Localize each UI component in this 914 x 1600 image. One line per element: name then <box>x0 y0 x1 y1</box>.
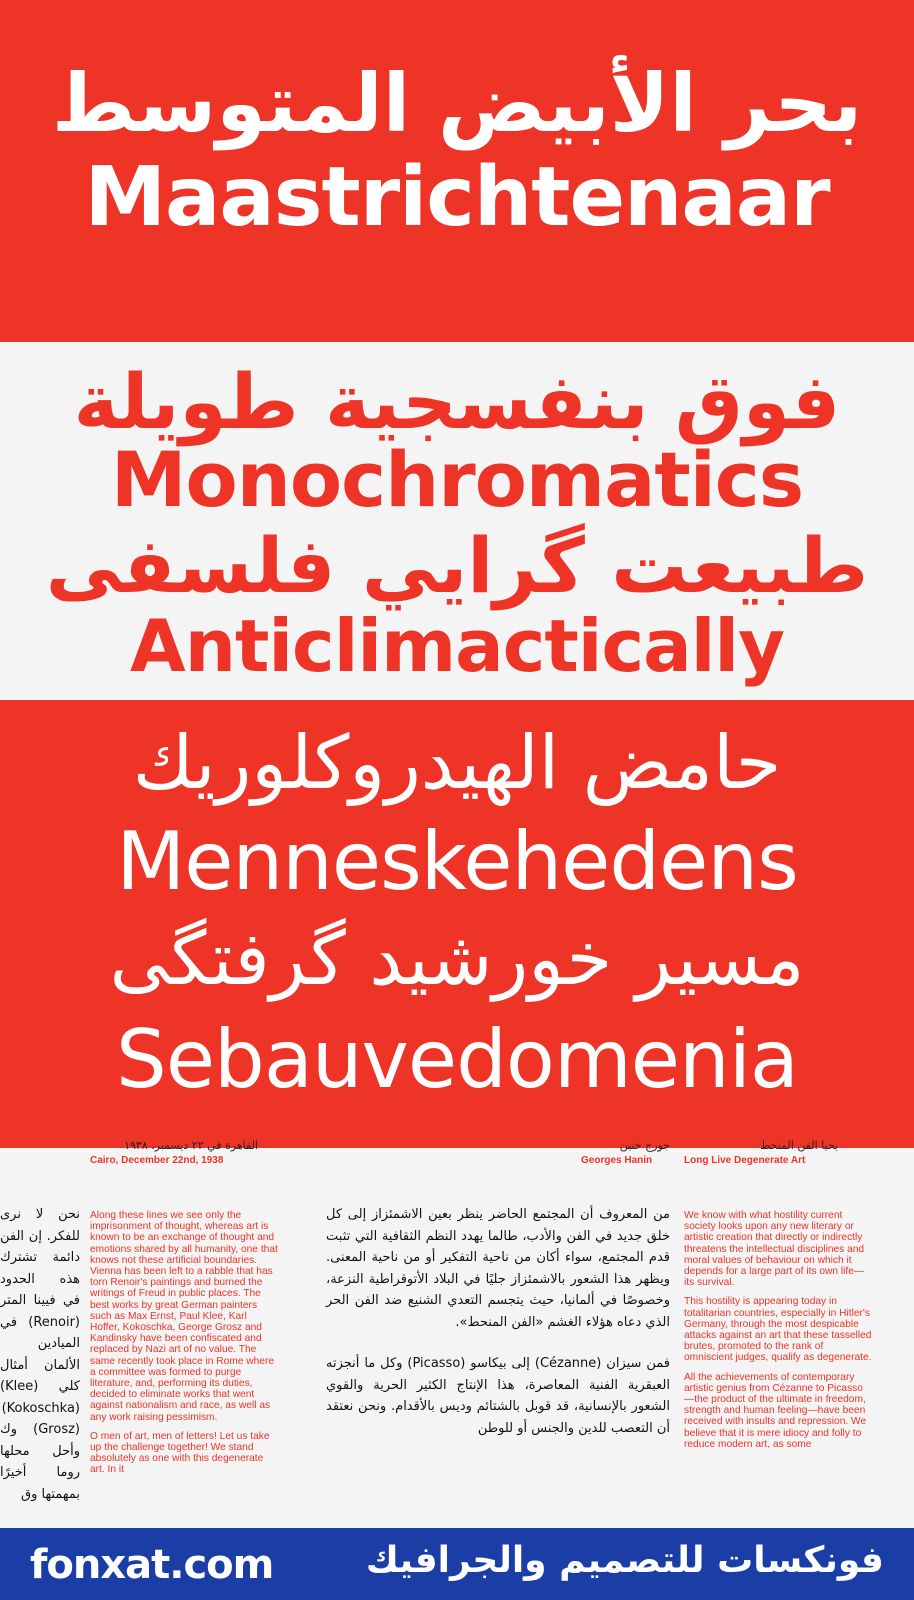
doc-title-en: Long Live Degenerate Art <box>684 1155 806 1166</box>
doc-author-ar: جورج حنين <box>619 1139 670 1152</box>
doc-column-ar-right <box>326 1204 670 1459</box>
paragraph: This hostility is appearing today in totalitarian countries, especially in Hitler's Germany, through the most despicable attacks against an art that these tasselled brutes, promoted to the rank of omniscient judges, qualify as degenerate. <box>684 1296 872 1364</box>
arabic-sample-2: فوق بنفسجية طويلة <box>73 357 841 446</box>
latin-sample-1: Maastrichtenaar <box>84 150 830 245</box>
doc-author-en: Georges Hanin <box>581 1155 653 1166</box>
arabic-sample-5: مسير خورشيد گرفتگى <box>109 916 805 1002</box>
doc-column-en-right <box>684 1210 872 1458</box>
paragraph: We know with what hostility current society looks upon any new literary or artistic creation that directly or indirectly threatens the intellectual disciplines and moral values of behaviour on which it depends for a large part of its own life—its survival. <box>684 1210 865 1289</box>
hero-band-2 <box>0 342 914 700</box>
latin-sample-3: Anticlimactically <box>129 604 785 688</box>
paragraph: نحن لا نرى للفكر. إن الفن دائمة تشترك هذه الحدود في فيينا المتر (Renoir) في الميادين الألمان أمثال كلي (Klee) (Kokoschka) (Grosz) وك وأحل محلها روما أخيرًا بمهمتها وق <box>0 1207 80 1502</box>
paragraph: فمن سيزان (Cézanne) إلى بيكاسو (Picasso) وكل ما أنجزته العبقرية الفنية المعاصرة، هذا الإنتاج الكثير الحرية والقوي الشعور بالإنسانية، قد قوبل بالشتائم وديس بالأقدام. ونحن نعتقد أن التعصب للدين والجنس أو للوطن <box>326 1356 670 1436</box>
doc-title-ar: يحيا الفن المنحط <box>760 1139 838 1152</box>
hero-band-3 <box>0 700 914 1148</box>
site-link[interactable]: fonxat.com <box>30 1542 274 1588</box>
latin-sample-5: Sebauvedomenia <box>116 1013 798 1106</box>
doc-place-en: Cairo, December 22nd, 1938 <box>90 1155 224 1166</box>
arabic-sample-4: حامض الهيدروكلوريك <box>132 720 782 806</box>
doc-column-ar-left <box>0 1204 80 1525</box>
paragraph: Along these lines we see only the imprisonment of thought, whereas art is known to be an exchange of thought and emotions shared by all humanity, one that knows not these artificial boundaries. Vienna has been left to a rabble that has torn Renoir's paintings and burned the writings of Freud in public places. The best works by great German painters such as Max Ernst, Paul Klee, Karl Hoffer, Kokoschka, George Grosz and Kandinsky have been confiscated and replaced by Nazi art of no value. The same recently took place in Rome where a committee was formed to purge literature, and, performing its duties, decided to eliminate works that went against nationalism and race, as well as any work raising pessimism. <box>90 1210 278 1423</box>
paragraph: All the achievements of contemporary artistic genius from Cézanne to Picasso—the product of the ultimate in freedom, strength and human feeling—have been received with insults and repression. We believe that it is mere idiocy and folly to reduce modern art, as some <box>684 1371 867 1450</box>
footer-bar <box>0 1528 914 1600</box>
latin-sample-4: Menneskehedens <box>116 815 798 908</box>
brand-logo-text: فونكسات للتصميم والجرافيك <box>365 1540 884 1581</box>
latin-sample-2: Monochromatics <box>110 435 804 524</box>
text-specimen <box>0 1139 914 1528</box>
arabic-sample-1: بحر الأبيض المتوسط <box>51 57 863 150</box>
paragraph: من المعروف أن المجتمع الحاضر ينظر بعين الاشمئزاز إلى كل خلق جديد في الفن والأدب، طالما يهدد النظم الثقافية التي تثبت قدم المجتمع، سواء أكان من ناحية التفكير أو من ناحية المعنى. ويظهر هذا الشعور بالاشمئزاز جليًا في البلاد الأتوقراطية النزعة، وخصوصًا في ألمانيا، حيث يتجسم التعدي الشنيع ضد الفن الحر الذي دعاه هؤلاء الغشم «الفن المنحط». <box>326 1207 670 1330</box>
hero-band-1 <box>0 0 914 342</box>
arabic-sample-3: طبيعت گرايي فلسفى <box>45 521 869 610</box>
doc-place-ar: القاهرة في ٢٢ ديسمبر، ١٩٣٨ <box>124 1139 258 1152</box>
paragraph: O men of art, men of letters! Let us take up the challenge together! We stand absolutely as one with this degenerate art. In it <box>90 1430 270 1476</box>
doc-column-en-left <box>90 1210 278 1484</box>
